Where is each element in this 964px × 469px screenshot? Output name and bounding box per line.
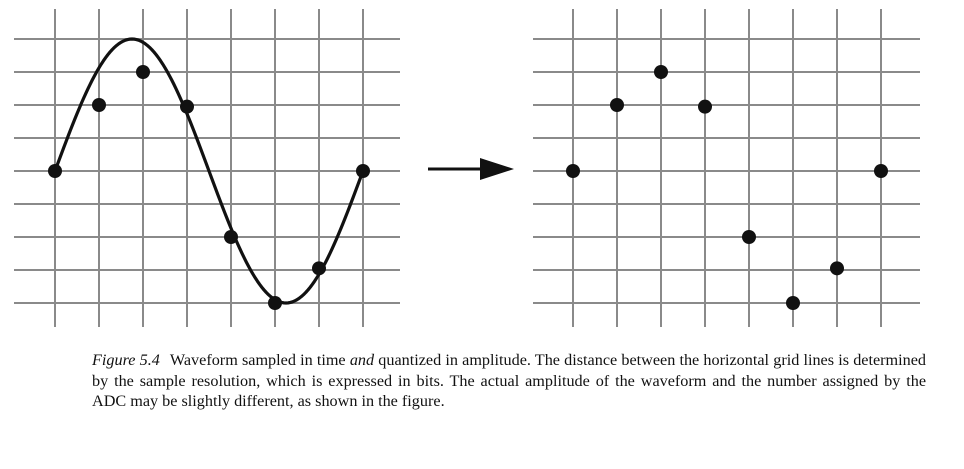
quantized-sample-point — [698, 100, 712, 114]
waveform-sample-point — [180, 100, 194, 114]
continuous-waveform-panel — [14, 9, 400, 327]
quantized-sample-point — [830, 261, 844, 275]
waveform-sample-point — [356, 164, 370, 178]
figure-label: Figure 5.4 — [92, 351, 160, 369]
waveform-sample-point — [48, 164, 62, 178]
waveform-sample-point — [268, 296, 282, 310]
waveform-sample-point — [312, 261, 326, 275]
quantized-sample-point — [610, 98, 624, 112]
arrow-head — [480, 158, 514, 180]
quantized-samples-panel — [533, 9, 920, 327]
figure-caption — [92, 350, 926, 412]
quantized-sample-point — [874, 164, 888, 178]
quantized-sample-point — [566, 164, 580, 178]
waveform-sample-point — [224, 230, 238, 244]
transformation-arrow — [428, 158, 514, 180]
caption-text-start: Waveform sampled in time — [169, 351, 350, 369]
caption-emphasis: and — [349, 351, 375, 369]
waveform-sample-point — [136, 65, 150, 79]
quantized-sample-point — [742, 230, 756, 244]
waveform-sample-point — [92, 98, 106, 112]
quantized-sample-point — [786, 296, 800, 310]
quantized-sample-point — [654, 65, 668, 79]
caption-text-end: quantized in amplitude. The distance between the horizontal grid lines is determined by the sample resolution, which is expressed in bits. The actual amplitude of the waveform and the number assigned by the ADC may be slightly different, as shown in the figure. — [92, 351, 927, 411]
